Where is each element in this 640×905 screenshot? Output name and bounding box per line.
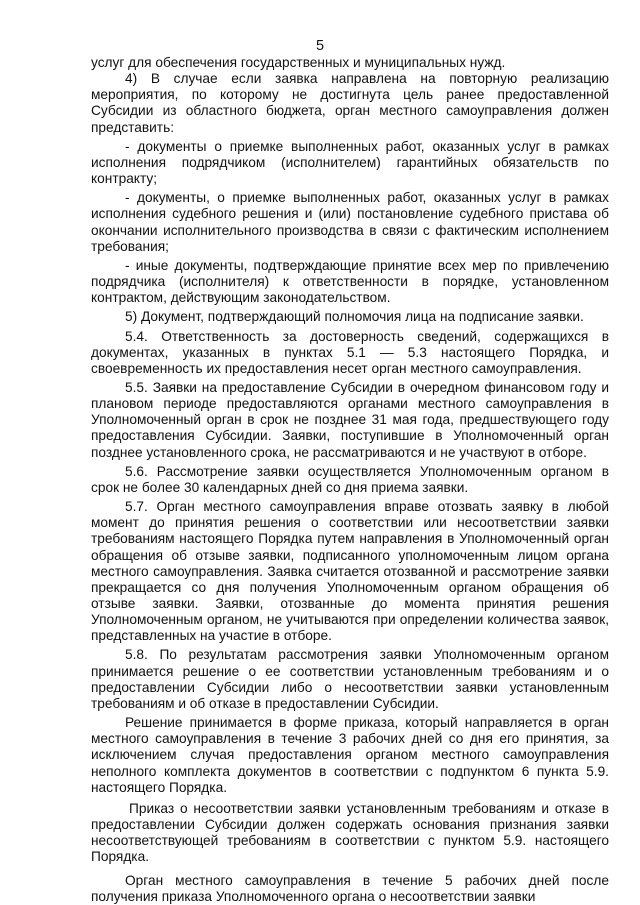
paragraph-services-continuation: услуг для обеспечения государственных и муниципальных нужд. <box>91 55 506 70</box>
paragraph-section-5-5: 5.5. Заявки на предоставление Субсидии в очередном финансовом году и плановом периоде предоставляются органами местного самоуправления в Уполномоченный орган в срок не позднее 31 мая года, предшествующего году предоставления Субсидии. Заявки, поступившие в Уполномоченный орган позднее установленного срока, не рассматриваются и не участвуют в отборе. <box>91 379 609 460</box>
paragraph-order-nonconformity: Приказ о несоответствии заявки установленным требованиям и отказе в предоставлении Субсидии должен содержать основания признания заявки несоответствующей требованиям в соответствии с пунктом 5.9. настоящего Порядка. <box>91 800 609 865</box>
page-number: 5 <box>315 38 325 54</box>
paragraph-bullet-warranty: - документы о приемке выполненных работ, оказанных услуг в рамках исполнения подрядчиком (исполнителем) гарантийных обязательств по контракту; <box>91 138 609 187</box>
paragraph-bullet-court-decision: - документы, о приемке выполненных работ, оказанных услуг в рамках исполнения судебного решения и (или) постановление судебного пристава об окончании исполнительного производства в связи с фактическим исполнением требования; <box>91 190 609 254</box>
paragraph-item-4: 4) В случае если заявка направлена на повторную реализацию мероприятия, по которому не достигнута цель ранее предоставленной Субсидии из областного бюджета, орган местного самоуправления должен представить: <box>91 71 609 135</box>
paragraph-bullet-other-documents: - иные документы, подтверждающие принятие всех мер по привлечению подрядчика (исполнителя) к ответственности в порядке, установленном контрактом, действующим законодательством. <box>91 257 609 306</box>
paragraph-section-5-7: 5.7. Орган местного самоуправления вправе отозвать заявку в любой момент до принятия решения о соответствии или несоответствии заявки требованиям настоящего Порядка путем направления в Уполномоченный орган обращения об отзыве заявки, подписанного уполномоченным лицом органа местного самоуправления. Заявка считается отозванной и рассмотрение заявки прекращается со дня получения Уполномоченным органом обращения об отзыве заявки. Заявки, отозванные до момента принятия решения Уполномоченным органом, не учитываются при определении количества заявок, представленных на участие в отборе. <box>91 499 609 644</box>
paragraph-item-5: 5) Документ, подтверждающий полномочия лица на подписание заявки. <box>125 309 584 325</box>
paragraph-section-5-4: 5.4. Ответственность за достоверность сведений, содержащихся в документах, указанных в пунктах 5.1 — 5.3 настоящего Порядка, и своевременность их предоставления несет орган местного самоуправления. <box>91 328 609 376</box>
paragraph-local-government: Орган местного самоуправления в течение 5 рабочих дней после получения приказа Уполномоченного органа о несоответствии заявки <box>91 872 609 904</box>
paragraph-section-5-8: 5.8. По результатам рассмотрения заявки Уполномоченным органом принимается решение о ее соответствии установленным требованиям и о предоставлении Субсидии либо о несоответствии заявки установленным требованиям и об отказе в предоставлении Субсидии. <box>91 647 609 711</box>
paragraph-section-5-6: 5.6. Рассмотрение заявки осуществляется Уполномоченным органом в срок не более 30 календарных дней со дня приема заявки. <box>91 463 609 495</box>
paragraph-decision: Решение принимается в форме приказа, который направляется в орган местного самоуправления в течение 3 рабочих дней со дня его принятия, за исключением случая предоставления органом местного самоуправления неполного комплекта документов в соответствии с подпунктом 6 пункта 5.9. настоящего Порядка. <box>91 715 609 795</box>
document-body <box>91 55 609 905</box>
